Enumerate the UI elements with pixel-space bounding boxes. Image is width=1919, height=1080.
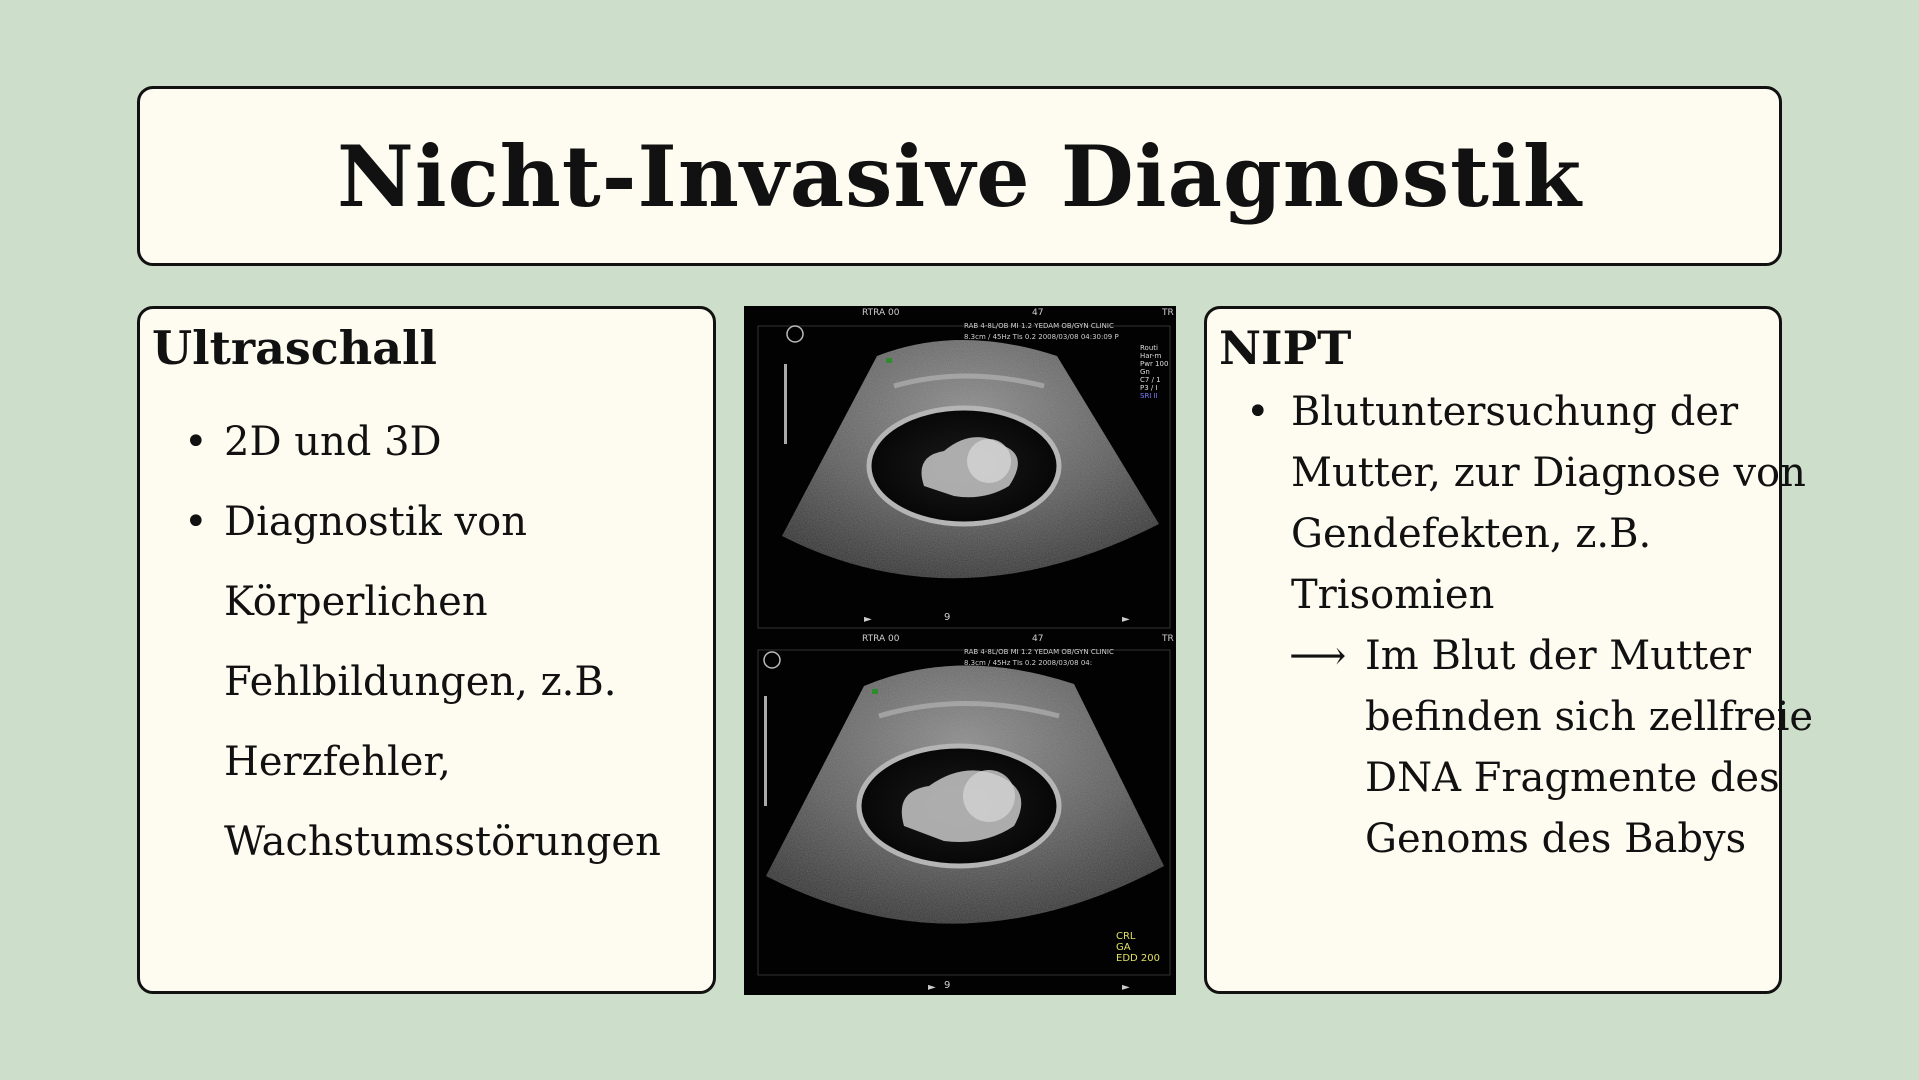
list-item-line: Körperlichen <box>224 579 488 625</box>
page-title: Nicht-Invasive Diagnostik <box>336 126 1583 226</box>
bullet-icon: • <box>1246 389 1270 435</box>
marker-label: 9 <box>944 980 951 991</box>
svg-text:►: ► <box>1122 614 1130 625</box>
list-item <box>180 402 700 482</box>
clinic-label: 8.3cm / 45Hz TIs 0.2 2008/03/08 04:30:09 P <box>964 333 1119 341</box>
nipt-heading: NIPT <box>1219 321 1352 375</box>
arrow-note-line: befinden sich zellfreie <box>1365 694 1814 740</box>
frame-label: 47 <box>1032 308 1044 318</box>
svg-text:►: ► <box>928 982 936 993</box>
svg-text:►: ► <box>864 614 872 625</box>
ultrasound-scan-top <box>758 326 1170 628</box>
clinic-label: RAB 4-8L/OB MI 1.2 YEDAM OB/GYN CLINIC <box>964 648 1114 656</box>
list-item-line: Mutter, zur Diagnose von <box>1291 450 1806 496</box>
clinic-label: RAB 4-8L/OB MI 1.2 YEDAM OB/GYN CLINIC <box>964 322 1114 330</box>
list-item <box>180 482 700 882</box>
frame-label: 47 <box>1032 634 1044 644</box>
probe-label: RTRA 00 <box>862 308 900 318</box>
svg-text:►: ► <box>1122 982 1130 993</box>
list-item-line: Trisomien <box>1291 572 1495 618</box>
tr-label: TR <box>1162 308 1174 318</box>
list-item-line: Herzfehler, <box>224 739 451 785</box>
probe-label: RTRA 00 <box>862 634 900 644</box>
list-item-line: Wachstumsstörungen <box>224 819 661 865</box>
bullet-icon: • <box>184 499 208 545</box>
ultraschall-list <box>180 402 700 882</box>
marker-label: 9 <box>944 612 951 623</box>
arrow-note-line: Im Blut der Mutter <box>1365 633 1751 679</box>
bullet-icon: • <box>184 419 208 465</box>
nipt-card <box>1204 306 1814 994</box>
ultraschall-heading: Ultraschall <box>152 321 437 375</box>
measurement-readout: CRL GA EDD 200 <box>1116 931 1160 964</box>
ultrasound-image <box>744 306 1176 995</box>
list-item-line: Gendefekten, z.B. <box>1291 511 1652 557</box>
arrow-note-line: Genoms des Babys <box>1365 816 1747 862</box>
settings-readout: Routi Har-m Pwr 100 Gn C7 / 1 P3 / I SRI II <box>1140 344 1169 400</box>
title-card <box>137 86 1782 266</box>
tr-label: TR <box>1162 634 1174 644</box>
ultrasound-scan-bottom <box>758 650 1170 993</box>
arrow-note <box>1251 626 1814 870</box>
nipt-list <box>1246 382 1814 870</box>
list-item-line: Fehlbildungen, z.B. <box>224 659 617 705</box>
list-item-line: Blutuntersuchung der <box>1291 389 1739 435</box>
ultraschall-card <box>137 306 716 994</box>
list-item <box>1246 382 1806 626</box>
arrow-note-line: DNA Fragmente des <box>1365 755 1780 801</box>
list-item-line: 2D und 3D <box>224 419 442 465</box>
clinic-label: 8.3cm / 45Hz TIs 0.2 2008/03/08 04: <box>964 659 1093 667</box>
arrow-right-icon: ⟶ <box>1289 633 1347 679</box>
list-item-line: Diagnostik von <box>224 499 527 545</box>
